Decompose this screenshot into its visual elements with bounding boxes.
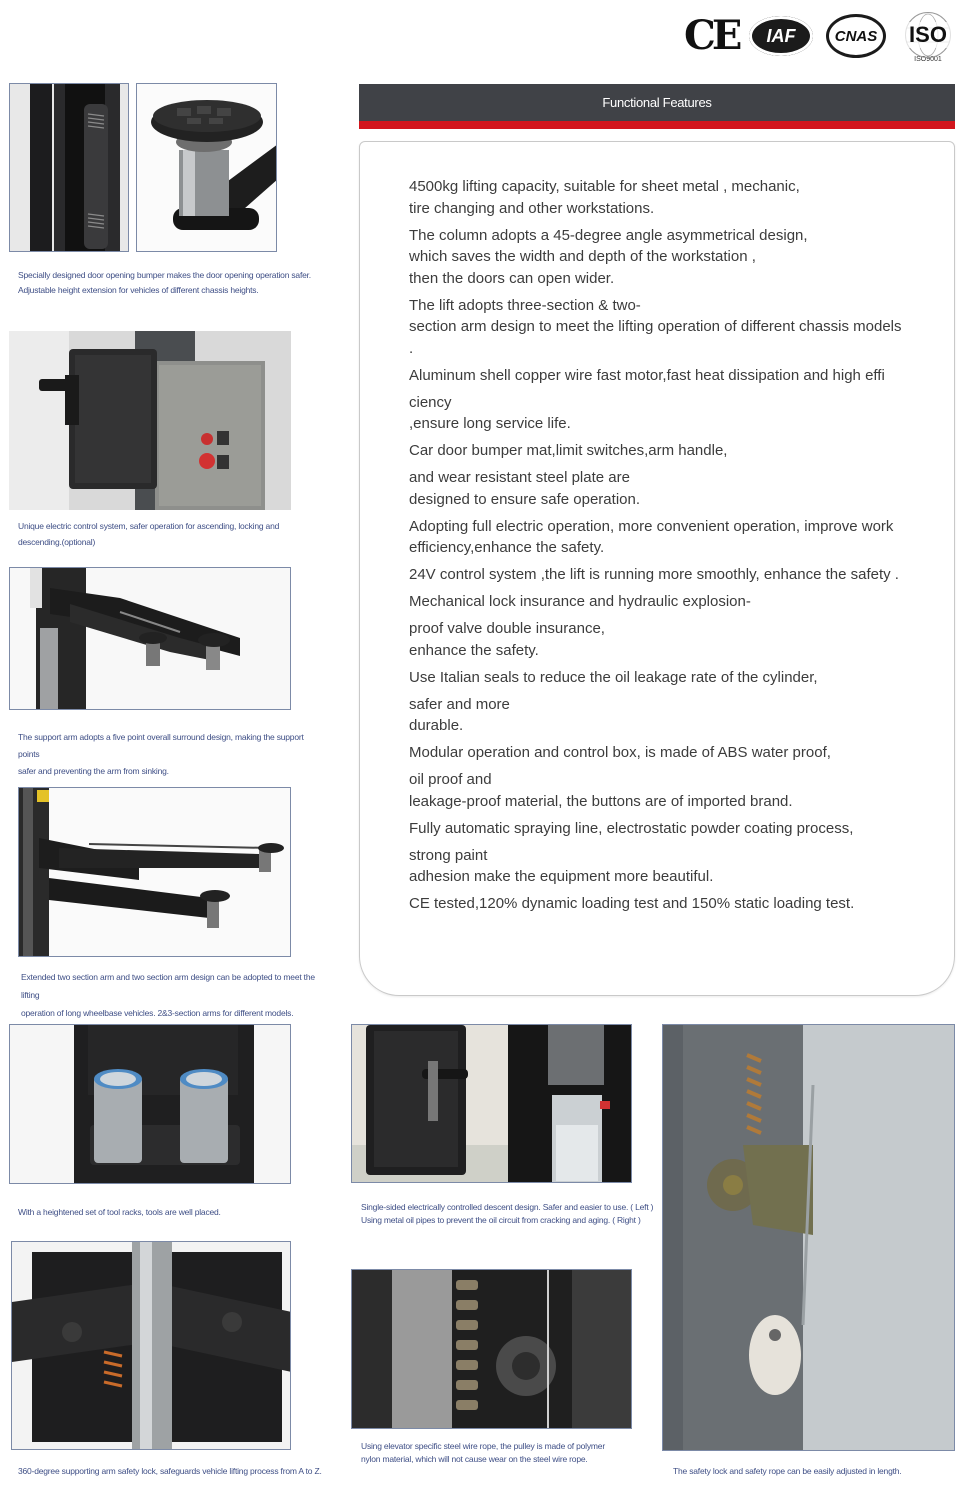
tool-rack-photo [9,1024,291,1184]
header-red-bar [359,121,955,129]
door-bumper-photo [9,83,129,252]
globe-icon: ISO [905,12,951,58]
support-arm-photo [9,567,291,710]
descent-caption: Single-sided electrically controlled descent design. Safer and easier to use. ( Left ) Using metal oil pipes to prevent the oil circuit from cracking and aging. ( Right ) [361,1202,654,1225]
iso-logo: ISO ISO9001 [900,12,956,66]
feature-item: The lift adopts three-section & two- section arm design to meet the lifting operation of different chassis models . [409,296,902,357]
control-box-photo [9,331,291,510]
feature-item: Aluminum shell copper wire fast motor,fast heat dissipation and high effi ciency ,ensure long service life. [409,366,885,432]
wire-rope-caption: Using elevator specific steel wire rope, the pulley is made of polymer nylon material, which will not cause wear on the steel wire rope. [361,1441,605,1464]
arm-lock-photo [11,1241,291,1450]
feature-item: Mechanical lock insurance and hydraulic explosion- proof valve double insurance, enhance the safety. [409,593,751,659]
feature-item: Use Italian seals to reduce the oil leakage rate of the cylinder, safer and more durable. [409,668,818,734]
tool-rack-caption: With a heightened set of tool racks, tools are well placed. [18,1207,221,1217]
feature-item: Car door bumper mat,limit switches,arm handle, and wear resistant steel plate are designed to ensure safe operation. [409,442,728,508]
descent-photo [351,1024,632,1183]
safety-lock-photo [662,1024,955,1451]
feature-item: The column adopts a 45-degree angle asymmetrical design, which saves the width and depth of the workstation , then the doors can open wider. [409,226,808,287]
arm-lock-caption: 360-degree supporting arm safety lock, safeguards vehicle lifting process from A to Z. [18,1466,322,1476]
control-system-caption: Unique electric control system, safer operation for ascending, locking and descending.(optional) [18,521,280,547]
ce-logo: CE [684,12,739,59]
feature-item: Fully automatic spraying line, electrostatic powder coating process, strong paint adhesion make the equipment more beautiful. [409,819,854,885]
feature-item: Adopting full electric operation, more convenient operation, improve work efficiency,enhance the safety. [409,517,894,556]
support-arm-caption: The support arm adopts a five point overall surround design, making the support points safer and preventing the arm from sinking. [18,732,304,776]
features-list [409,176,924,920]
extended-arm-photo [18,787,291,957]
wire-rope-photo [351,1269,632,1429]
feature-item: CE tested,120% dynamic loading test and 150% static loading test. [409,895,855,912]
feature-item: 4500kg lifting capacity, suitable for sheet metal , mechanic, tire changing and other workstations. [409,178,800,217]
feature-item: Modular operation and control box, is made of ABS water proof, oil proof and leakage-proof material, the buttons are of imported brand. [409,744,831,810]
extended-arm-caption: Extended two section arm and two section arm design can be adopted to meet the lifting operation of long wheelbase vehicles. 2&3-section arms for different models. [21,972,315,1018]
door-bumper-caption: Specially designed door opening bumper makes the door opening operation safer. Adjustable height extension for vehicles of different chassis heights. [18,270,311,295]
safety-lock-caption: The safety lock and safety rope can be easily adjusted in length. [673,1466,902,1476]
feature-item: 24V control system ,the lift is running more smoothly, enhance the safety . [409,566,899,583]
functional-features-header: Functional Features [359,84,955,121]
cnas-logo: CNAS [826,14,886,58]
iaf-logo: IAF [749,16,813,56]
lift-pad-photo [136,83,277,252]
